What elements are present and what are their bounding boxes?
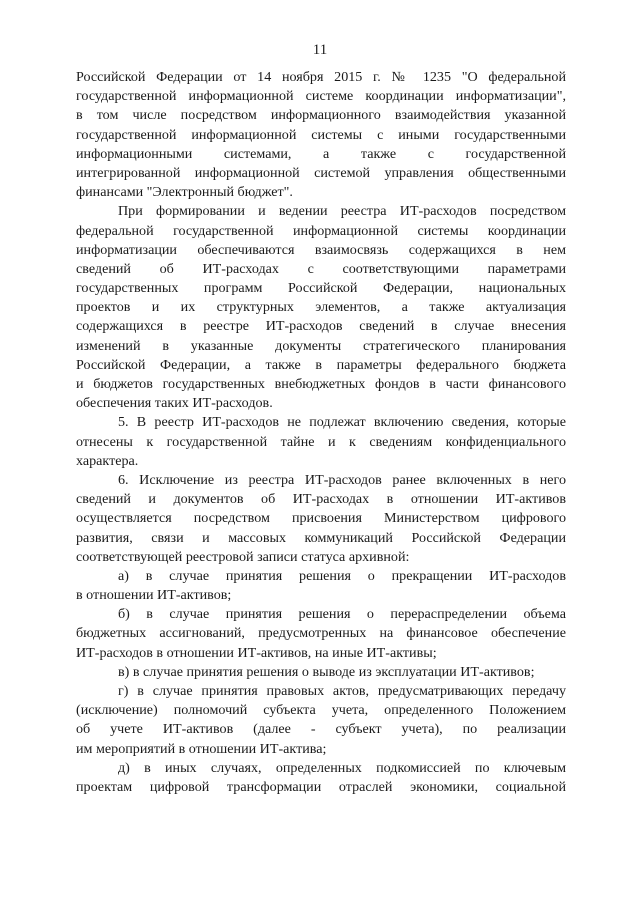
text-line: государственных программ Российской Федерации, национальных	[76, 280, 566, 297]
paragraph	[76, 471, 566, 567]
text-line: проектов и их структурных элементов, а также актуализация	[76, 299, 566, 316]
text-line: а) в случае принятия решения о прекращении ИТ-расходов	[118, 567, 566, 584]
text-line: государственной информационной системе координации информатизации",	[76, 88, 566, 105]
text-line: в) в случае принятия решения о выводе из эксплуатации ИТ-активов;	[118, 663, 535, 680]
text-line: (исключение) полномочий субъекта учета, определенного Положением	[76, 702, 566, 719]
text-line: соответствующей реестровой записи статуса архивной:	[76, 548, 410, 565]
text-line: в том числе посредством информационного взаимодействия указанной	[76, 107, 566, 124]
text-line: Российской Федерации, а также в параметры федерального бюджета	[76, 356, 566, 373]
paragraph	[76, 68, 566, 202]
text-line: 5. В реестр ИТ-расходов не подлежат включению сведения, которые	[118, 414, 566, 431]
text-line: бюджетных ассигнований, предусмотренных на финансовое обеспечение	[76, 625, 566, 642]
text-line: г) в случае принятия правовых актов, предусматривающих передачу	[118, 683, 566, 699]
text-line: изменений в указанные документы стратегического планирования	[76, 337, 566, 354]
text-line: развития, связи и массовых коммуникаций Российской Федерации	[76, 529, 566, 546]
text-line: федеральной государственной информационной системы координации	[76, 222, 566, 239]
page-number: 11	[312, 42, 328, 58]
paragraph	[76, 413, 566, 471]
text-line: в отношении ИТ-активов;	[76, 587, 232, 604]
text-line: При формировании и ведении реестра ИТ-расходов посредством	[118, 203, 566, 220]
document-body	[76, 68, 566, 797]
text-line: характера.	[76, 452, 139, 469]
text-line: интегрированной информационной системой управления общественными	[76, 164, 566, 181]
text-line: отнесены к государственной тайне и к сведениям конфиденциального	[76, 433, 566, 450]
paragraph	[76, 759, 566, 797]
text-line: б) в случае принятия решения о перераспределении объема	[118, 606, 566, 623]
text-line: проектам цифровой трансформации отраслей экономики, социальной	[76, 778, 566, 795]
text-line: информационными системами, а также с государственной	[76, 145, 566, 162]
paragraph	[76, 682, 566, 759]
text-line: и бюджетов государственных внебюджетных фондов в части финансового	[76, 376, 566, 392]
text-line: об учете ИТ-активов (далее - субъект учета), по реализации	[76, 721, 566, 738]
paragraph	[76, 567, 566, 605]
text-line: сведений об ИТ-расходах с соответствующими параметрами	[76, 260, 566, 277]
text-line: ИТ-расходов в отношении ИТ-активов, на иные ИТ-активы;	[76, 644, 437, 661]
text-line: Российской Федерации от 14 ноября 2015 г. № 1235 "О федеральной	[76, 69, 566, 85]
text-line: 6. Исключение из реестра ИТ-расходов ранее включенных в него	[118, 471, 566, 488]
text-line: сведений и документов об ИТ-расходах в отношении ИТ-активов	[76, 491, 566, 508]
text-line: им мероприятий в отношении ИТ-актива;	[76, 740, 327, 757]
text-line: осуществляется посредством присвоения Министерством цифрового	[76, 510, 566, 527]
paragraph	[76, 202, 566, 413]
paragraph	[76, 605, 566, 663]
paragraph	[76, 663, 566, 682]
text-line: финансами "Электронный бюджет".	[76, 184, 293, 201]
text-line: информатизации обеспечиваются взаимосвязь содержащихся в нем	[76, 241, 566, 258]
text-line: государственной информационной системы с иными государственными	[76, 126, 566, 143]
text-line: д) в иных случаях, определенных подкомиссией по ключевым	[118, 759, 566, 776]
text-line: содержащихся в реестре ИТ-расходов сведений в случае внесения	[76, 318, 566, 335]
text-line: обеспечения таких ИТ-расходов.	[76, 395, 273, 412]
